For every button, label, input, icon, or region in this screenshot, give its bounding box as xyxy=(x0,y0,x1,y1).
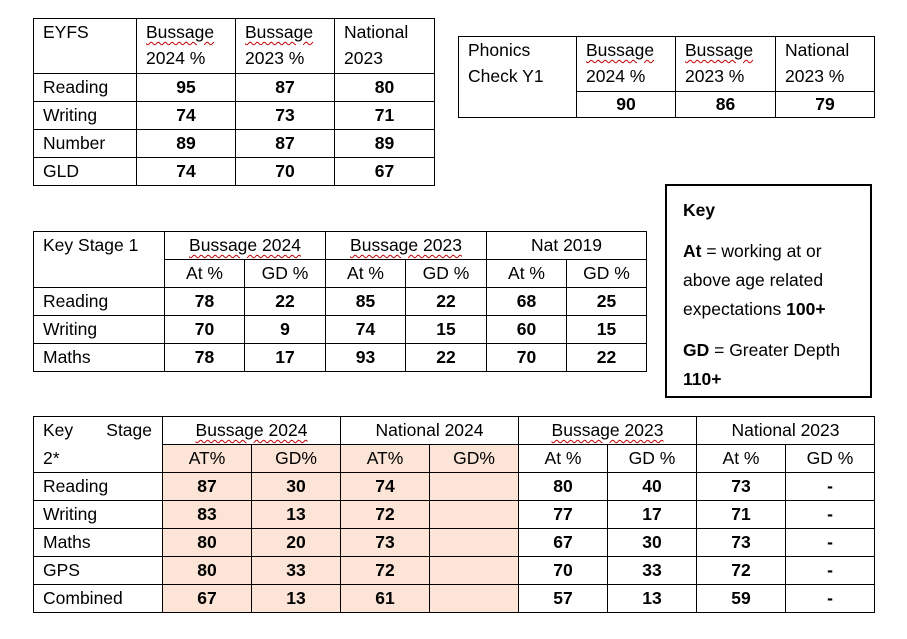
cell: 17 xyxy=(245,344,326,372)
ks1-table xyxy=(33,231,647,372)
ks2-title: Key Stage xyxy=(34,417,163,445)
cell: 15 xyxy=(567,316,647,344)
table-row xyxy=(34,102,435,130)
ks1-group-bussage-2023: Bussage 2023 xyxy=(326,232,487,260)
row-label: Number xyxy=(34,130,137,158)
cell xyxy=(430,473,519,501)
row-label: Writing xyxy=(34,102,137,130)
cell: 22 xyxy=(567,344,647,372)
row-label: Maths xyxy=(34,344,165,372)
cell: 72 xyxy=(697,557,786,585)
cell: 30 xyxy=(252,473,341,501)
row-label: Writing xyxy=(34,501,163,529)
cell: 25 xyxy=(567,288,647,316)
cell: 74 xyxy=(341,473,430,501)
row-label: Combined xyxy=(34,585,163,613)
table-row xyxy=(34,557,875,585)
cell: 77 xyxy=(519,501,608,529)
col-header: GD % xyxy=(786,445,875,473)
row-label: Writing xyxy=(34,316,165,344)
key-title: Key xyxy=(683,200,716,220)
col-header: GD% xyxy=(430,445,519,473)
cell: 89 xyxy=(335,130,435,158)
cell: 71 xyxy=(335,102,435,130)
phonics-col-bussage-2023: Bussage 2023 % xyxy=(676,37,776,92)
cell: 74 xyxy=(326,316,406,344)
ks1-title-spacer xyxy=(34,260,165,288)
cell: 73 xyxy=(236,102,335,130)
cell: 40 xyxy=(608,473,697,501)
col-header: AT% xyxy=(163,445,252,473)
table-row xyxy=(34,316,647,344)
cell: 70 xyxy=(519,557,608,585)
eyfs-col-bussage-2024: Bussage 2024 % xyxy=(137,19,236,74)
cell: 13 xyxy=(608,585,697,613)
cell: 80 xyxy=(335,74,435,102)
phonics-col-bussage-2024: Bussage 2024 % xyxy=(577,37,676,92)
cell xyxy=(430,501,519,529)
eyfs-col-national-2023: National 2023 xyxy=(335,19,435,74)
table-row xyxy=(34,501,875,529)
col-header: At % xyxy=(519,445,608,473)
cell xyxy=(430,557,519,585)
cell: 85 xyxy=(326,288,406,316)
key-gd-score: 110+ xyxy=(683,369,722,389)
cell: 60 xyxy=(487,316,567,344)
cell: - xyxy=(786,557,875,585)
cell: 78 xyxy=(165,288,245,316)
ks2-group-national-2024: National 2024 xyxy=(341,417,519,445)
cell: 72 xyxy=(341,557,430,585)
cell: 13 xyxy=(252,501,341,529)
table-row xyxy=(34,529,875,557)
cell: 70 xyxy=(165,316,245,344)
cell: 70 xyxy=(236,158,335,186)
cell: - xyxy=(786,473,875,501)
key-at-definition-line2: above age related xyxy=(683,270,824,290)
ks1-title: Key Stage 1 xyxy=(34,232,165,260)
row-label: GPS xyxy=(34,557,163,585)
cell: 80 xyxy=(163,557,252,585)
col-header: At % xyxy=(487,260,567,288)
ks2-group-bussage-2023: Bussage 2023 xyxy=(519,417,697,445)
col-header: GD % xyxy=(406,260,487,288)
cell: 74 xyxy=(137,158,236,186)
col-header: GD % xyxy=(567,260,647,288)
row-label: Maths xyxy=(34,529,163,557)
row-label: GLD xyxy=(34,158,137,186)
cell: 79 xyxy=(776,92,875,118)
cell: 67 xyxy=(163,585,252,613)
ks2-group-national-2023: National 2023 xyxy=(697,417,875,445)
cell: 68 xyxy=(487,288,567,316)
cell: 57 xyxy=(519,585,608,613)
cell: 71 xyxy=(697,501,786,529)
table-row xyxy=(34,74,435,102)
ks1-group-bussage-2024: Bussage 2024 xyxy=(165,232,326,260)
cell: 70 xyxy=(487,344,567,372)
cell: 73 xyxy=(697,473,786,501)
cell: 80 xyxy=(519,473,608,501)
cell: 17 xyxy=(608,501,697,529)
cell: 33 xyxy=(252,557,341,585)
cell: 86 xyxy=(676,92,776,118)
cell: 73 xyxy=(697,529,786,557)
cell: 67 xyxy=(519,529,608,557)
col-header: GD% xyxy=(252,445,341,473)
cell: 90 xyxy=(577,92,676,118)
cell: 20 xyxy=(252,529,341,557)
key-box xyxy=(665,184,872,398)
table-row xyxy=(34,158,435,186)
cell xyxy=(430,585,519,613)
cell: 67 xyxy=(335,158,435,186)
cell: 22 xyxy=(406,344,487,372)
ks2-table xyxy=(33,416,875,613)
eyfs-table xyxy=(33,18,435,186)
cell: 87 xyxy=(163,473,252,501)
cell: 61 xyxy=(341,585,430,613)
col-header: GD % xyxy=(608,445,697,473)
table-row xyxy=(34,130,435,158)
key-at-definition-line3: expectations 100+ xyxy=(683,299,826,319)
col-header: GD % xyxy=(245,260,326,288)
cell: 89 xyxy=(137,130,236,158)
eyfs-col-bussage-2023: Bussage 2023 % xyxy=(236,19,335,74)
cell: 83 xyxy=(163,501,252,529)
cell: - xyxy=(786,501,875,529)
cell: 80 xyxy=(163,529,252,557)
cell xyxy=(430,529,519,557)
table-row xyxy=(34,585,875,613)
row-label: Reading xyxy=(34,288,165,316)
phonics-table xyxy=(458,36,875,118)
eyfs-title: EYFS xyxy=(34,19,137,74)
cell: - xyxy=(786,529,875,557)
key-at-definition: At = working at or xyxy=(683,241,822,261)
cell: 9 xyxy=(245,316,326,344)
col-header: At % xyxy=(165,260,245,288)
table-row xyxy=(34,288,647,316)
table-row xyxy=(34,344,647,372)
cell: 13 xyxy=(252,585,341,613)
cell: 95 xyxy=(137,74,236,102)
cell: 72 xyxy=(341,501,430,529)
cell: 74 xyxy=(137,102,236,130)
cell: 15 xyxy=(406,316,487,344)
phonics-col-national-2023: National 2023 % xyxy=(776,37,875,92)
cell: 30 xyxy=(608,529,697,557)
cell: 22 xyxy=(245,288,326,316)
ks2-title-suffix: 2* xyxy=(34,445,163,473)
cell: 78 xyxy=(165,344,245,372)
row-label: Reading xyxy=(34,74,137,102)
table-row xyxy=(34,473,875,501)
cell: - xyxy=(786,585,875,613)
cell: 33 xyxy=(608,557,697,585)
row-label: Reading xyxy=(34,473,163,501)
ks2-group-bussage-2024: Bussage 2024 xyxy=(163,417,341,445)
cell: 87 xyxy=(236,74,335,102)
ks1-group-nat-2019: Nat 2019 xyxy=(487,232,647,260)
col-header: At % xyxy=(697,445,786,473)
cell: 73 xyxy=(341,529,430,557)
cell: 87 xyxy=(236,130,335,158)
col-header: At % xyxy=(326,260,406,288)
cell: 59 xyxy=(697,585,786,613)
key-gd-definition: GD = Greater Depth xyxy=(683,340,841,360)
col-header: AT% xyxy=(341,445,430,473)
cell: 93 xyxy=(326,344,406,372)
cell: 22 xyxy=(406,288,487,316)
phonics-title: Phonics Check Y1 xyxy=(459,37,577,118)
